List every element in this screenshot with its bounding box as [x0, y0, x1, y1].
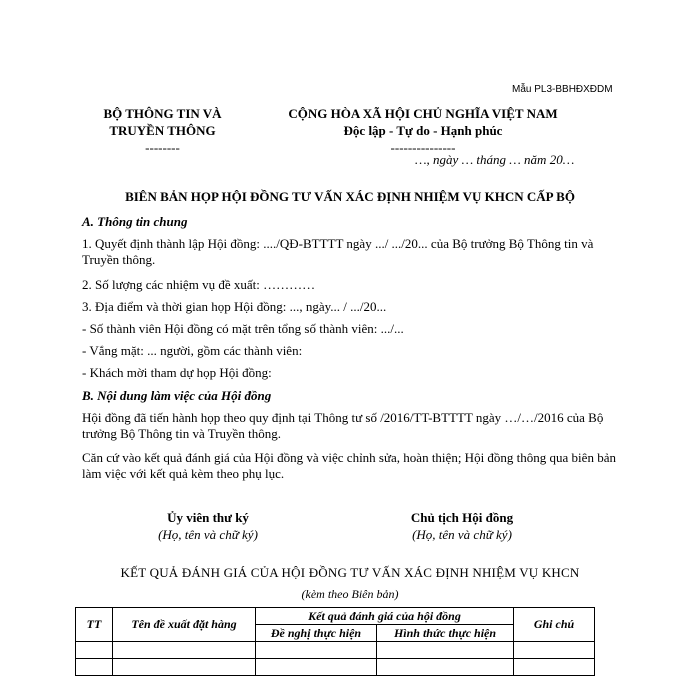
- document-title: BIÊN BẢN HỌP HỘI ĐỒNG TƯ VẤN XÁC ĐỊNH NHIỆM VỤ KHCN CẤP BỘ: [125, 189, 575, 204]
- nation-divider: ---------------: [390, 140, 456, 155]
- results-title: KẾT QUẢ ĐÁNH GIÁ CỦA HỘI ĐỒNG TƯ VẤN XÁC ĐỊNH NHIỆM VỤ KHCN: [120, 565, 580, 580]
- section-b-heading: B. Nội dung làm việc của Hội đồng: [82, 388, 272, 403]
- secretary-subtitle: (Họ, tên và chữ ký): [158, 527, 258, 542]
- absent-members: - Vắng mặt: ... người, gồm các thành viên:: [82, 343, 303, 358]
- results-subtitle: (kèm theo Biên bản): [301, 587, 399, 601]
- ministry-name-line1: BỘ THÔNG TIN VÀ: [103, 106, 222, 121]
- nation-name: CỘNG HÒA XÃ HỘI CHỦ NGHĨA VIỆT NAM: [288, 106, 558, 121]
- chair-title: Chủ tịch Hội đồng: [410, 510, 514, 525]
- section-a-item1: 1. Quyết định thành lập Hội đồng: ..../QĐ-BTTTT ngày .../ .../20... của Bộ trưởng Bộ Thông tin và Truyền thông.: [82, 236, 594, 267]
- chair-subtitle: (Họ, tên và chữ ký): [412, 527, 512, 542]
- header-proposal-name: Tên đề xuất đặt hàng: [113, 608, 256, 642]
- ministry-divider: --------: [145, 140, 180, 155]
- section-a-item2: 2. Số lượng các nhiệm vụ đề xuất: …………: [82, 277, 316, 292]
- secretary-title: Ủy viên thư ký: [167, 510, 249, 525]
- results-table: [75, 607, 595, 676]
- secretary-signature-block: [108, 509, 308, 543]
- guests: - Khách mời tham dự họp Hội đồng:: [82, 365, 272, 380]
- ministry-header: [95, 105, 230, 156]
- date-line: …, ngày … tháng … năm 20…: [415, 152, 575, 167]
- section-a-item3: 3. Địa điểm và thời gian họp Hội đồng: ..., ngày... / .../20...: [82, 299, 387, 314]
- section-a-heading: A. Thông tin chung: [82, 214, 188, 229]
- nation-motto: Độc lập - Tự do - Hạnh phúc: [343, 123, 503, 138]
- section-b-para2: Căn cứ vào kết quả đánh giá của Hội đồng và việc chỉnh sửa, hoàn thiện; Hội đồng thông qua biên bản làm việc với kết quả kèm theo phụ lục.: [82, 450, 616, 481]
- header-note: Ghi chú: [514, 608, 595, 642]
- members-present: - Số thành viên Hội đồng có mặt trên tổng số thành viên: .../...: [82, 321, 404, 336]
- table-row: [76, 659, 595, 676]
- nation-header: [268, 105, 578, 156]
- ministry-name-line2: TRUYỀN THÔNG: [109, 123, 216, 138]
- header-implementation-form: Hình thức thực hiện: [377, 625, 514, 642]
- header-tt: TT: [76, 608, 113, 642]
- form-code: Mẫu PL3-BBHĐXĐDM: [512, 84, 613, 95]
- header-evaluation-result: Kết quả đánh giá của hội đồng: [256, 608, 514, 625]
- section-b-para1: Hội đồng đã tiến hành họp theo quy định tại Thông tư số /2016/TT-BTTTT ngày …/…/2016 của Bộ trưởng Bộ Thông tin và Truyền thông.: [82, 410, 604, 441]
- table-row: [76, 642, 595, 659]
- header-recommendation: Đề nghị thực hiện: [256, 625, 377, 642]
- chair-signature-block: [362, 509, 562, 543]
